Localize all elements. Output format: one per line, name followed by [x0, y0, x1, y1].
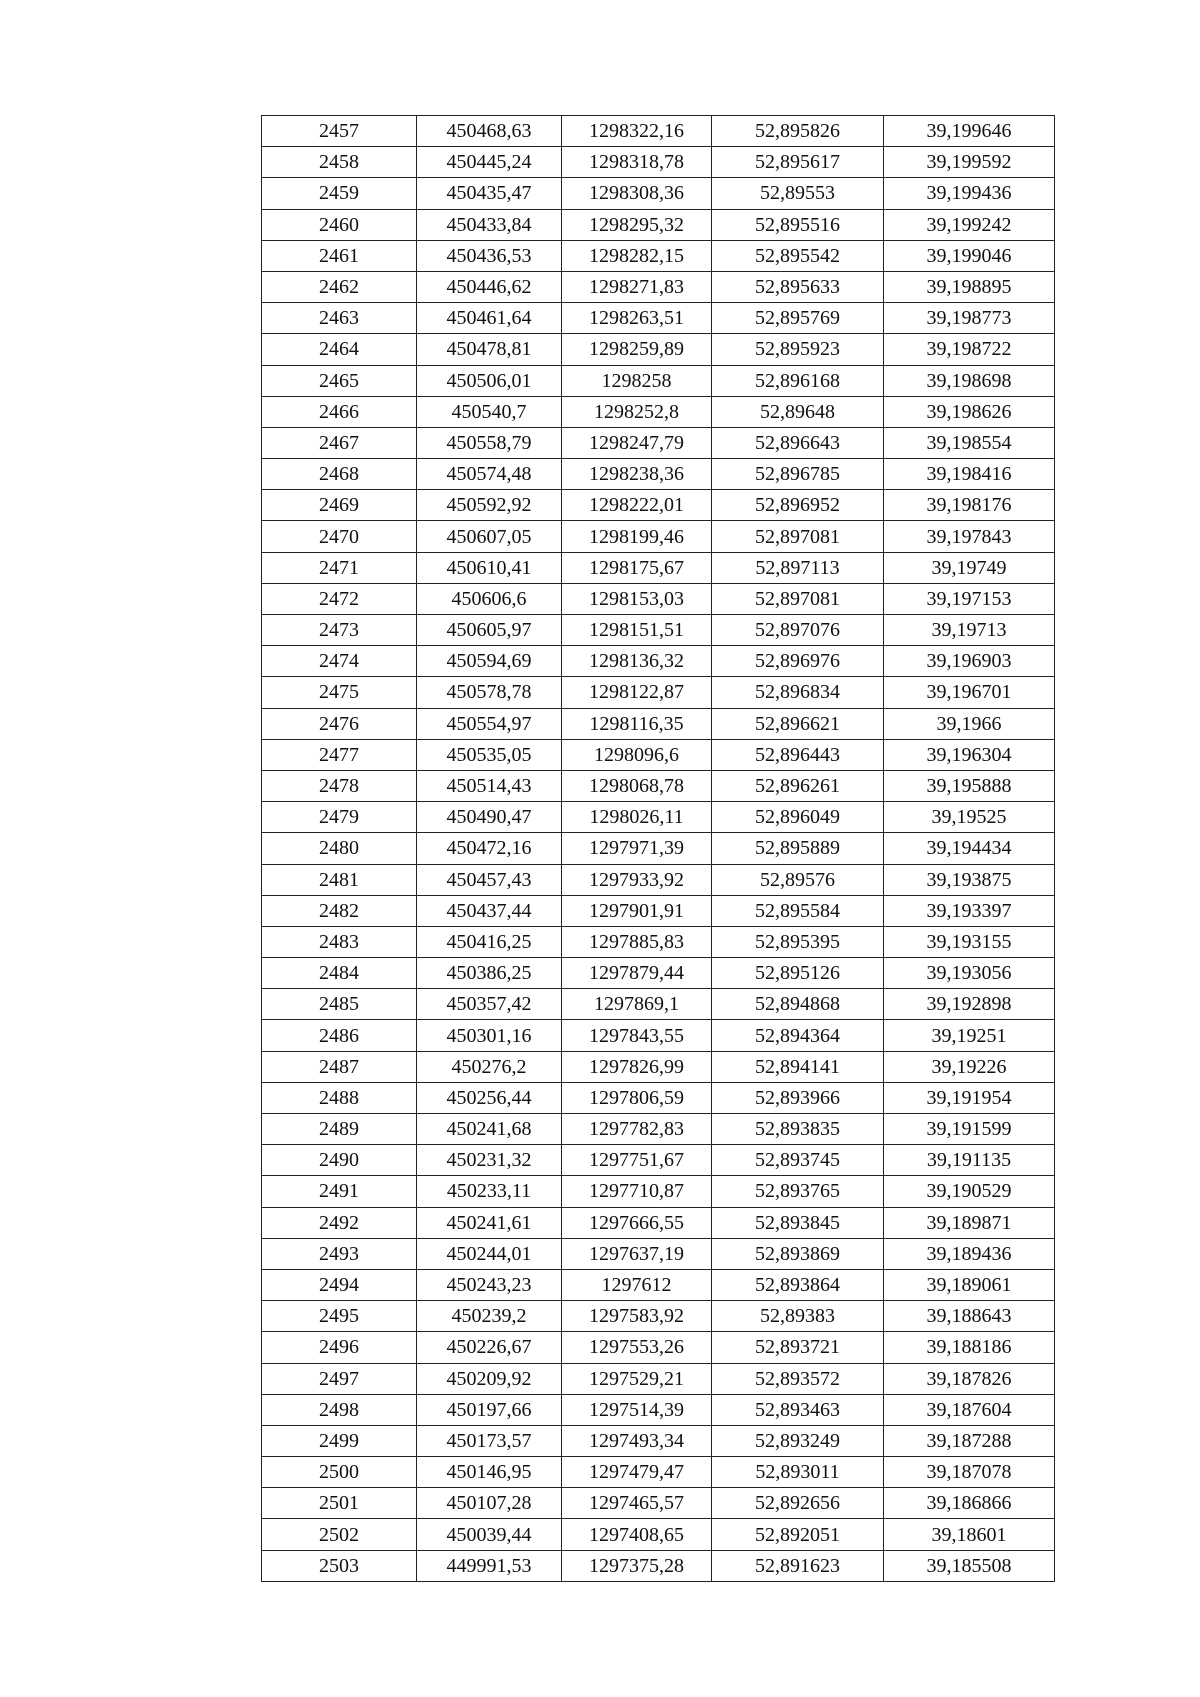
- x-coordinate-cell: 450357,42: [417, 989, 562, 1020]
- longitude-cell: 39,193397: [884, 895, 1055, 926]
- table-row: [262, 895, 1055, 926]
- table-row: [262, 1020, 1055, 1051]
- latitude-cell: 52,894364: [712, 1020, 884, 1051]
- x-coordinate-cell: 450478,81: [417, 334, 562, 365]
- latitude-cell: 52,895617: [712, 147, 884, 178]
- longitude-cell: 39,185508: [884, 1550, 1055, 1581]
- table-row: [262, 677, 1055, 708]
- longitude-cell: 39,196304: [884, 739, 1055, 770]
- x-coordinate-cell: 450437,44: [417, 895, 562, 926]
- x-coordinate-cell: 450606,6: [417, 583, 562, 614]
- table-row: [262, 552, 1055, 583]
- point-number-cell: 2480: [262, 833, 417, 864]
- x-coordinate-cell: 450535,05: [417, 739, 562, 770]
- latitude-cell: 52,896049: [712, 802, 884, 833]
- table-row: [262, 271, 1055, 302]
- y-coordinate-cell: 1297751,67: [562, 1145, 712, 1176]
- y-coordinate-cell: 1298096,6: [562, 739, 712, 770]
- point-number-cell: 2474: [262, 646, 417, 677]
- point-number-cell: 2488: [262, 1082, 417, 1113]
- y-coordinate-cell: 1297408,65: [562, 1519, 712, 1550]
- x-coordinate-cell: 450243,23: [417, 1269, 562, 1300]
- point-number-cell: 2490: [262, 1145, 417, 1176]
- latitude-cell: 52,894141: [712, 1051, 884, 1082]
- latitude-cell: 52,896643: [712, 427, 884, 458]
- x-coordinate-cell: 450256,44: [417, 1082, 562, 1113]
- table-row: [262, 802, 1055, 833]
- table-row: [262, 708, 1055, 739]
- latitude-cell: 52,897113: [712, 552, 884, 583]
- longitude-cell: 39,19251: [884, 1020, 1055, 1051]
- x-coordinate-cell: 450276,2: [417, 1051, 562, 1082]
- latitude-cell: 52,893745: [712, 1145, 884, 1176]
- y-coordinate-cell: 1298308,36: [562, 178, 712, 209]
- longitude-cell: 39,188186: [884, 1332, 1055, 1363]
- table-row: [262, 365, 1055, 396]
- x-coordinate-cell: 450457,43: [417, 864, 562, 895]
- latitude-cell: 52,893765: [712, 1176, 884, 1207]
- latitude-cell: 52,897081: [712, 521, 884, 552]
- table-row: [262, 209, 1055, 240]
- longitude-cell: 39,199436: [884, 178, 1055, 209]
- point-number-cell: 2492: [262, 1207, 417, 1238]
- y-coordinate-cell: 1297806,59: [562, 1082, 712, 1113]
- point-number-cell: 2491: [262, 1176, 417, 1207]
- latitude-cell: 52,895826: [712, 116, 884, 147]
- longitude-cell: 39,197153: [884, 583, 1055, 614]
- latitude-cell: 52,896443: [712, 739, 884, 770]
- x-coordinate-cell: 450107,28: [417, 1488, 562, 1519]
- latitude-cell: 52,891623: [712, 1550, 884, 1581]
- point-number-cell: 2466: [262, 396, 417, 427]
- point-number-cell: 2493: [262, 1238, 417, 1269]
- x-coordinate-cell: 449991,53: [417, 1550, 562, 1581]
- y-coordinate-cell: 1298238,36: [562, 459, 712, 490]
- point-number-cell: 2477: [262, 739, 417, 770]
- latitude-cell: 52,896621: [712, 708, 884, 739]
- x-coordinate-cell: 450594,69: [417, 646, 562, 677]
- coordinates-table-body: [262, 116, 1055, 1582]
- y-coordinate-cell: 1297553,26: [562, 1332, 712, 1363]
- y-coordinate-cell: 1297885,83: [562, 926, 712, 957]
- latitude-cell: 52,892656: [712, 1488, 884, 1519]
- latitude-cell: 52,893864: [712, 1269, 884, 1300]
- point-number-cell: 2479: [262, 802, 417, 833]
- table-row: [262, 1332, 1055, 1363]
- x-coordinate-cell: 450446,62: [417, 271, 562, 302]
- longitude-cell: 39,189871: [884, 1207, 1055, 1238]
- point-number-cell: 2463: [262, 303, 417, 334]
- coordinates-table: [261, 115, 1055, 1582]
- latitude-cell: 52,895584: [712, 895, 884, 926]
- point-number-cell: 2486: [262, 1020, 417, 1051]
- table-row: [262, 1519, 1055, 1550]
- longitude-cell: 39,195888: [884, 770, 1055, 801]
- table-row: [262, 833, 1055, 864]
- latitude-cell: 52,895889: [712, 833, 884, 864]
- y-coordinate-cell: 1297879,44: [562, 958, 712, 989]
- point-number-cell: 2471: [262, 552, 417, 583]
- y-coordinate-cell: 1298122,87: [562, 677, 712, 708]
- x-coordinate-cell: 450540,7: [417, 396, 562, 427]
- table-row: [262, 1550, 1055, 1581]
- table-row: [262, 1394, 1055, 1425]
- table-row: [262, 396, 1055, 427]
- point-number-cell: 2465: [262, 365, 417, 396]
- longitude-cell: 39,187078: [884, 1457, 1055, 1488]
- longitude-cell: 39,196701: [884, 677, 1055, 708]
- point-number-cell: 2489: [262, 1114, 417, 1145]
- point-number-cell: 2478: [262, 770, 417, 801]
- x-coordinate-cell: 450435,47: [417, 178, 562, 209]
- latitude-cell: 52,895633: [712, 271, 884, 302]
- x-coordinate-cell: 450209,92: [417, 1363, 562, 1394]
- longitude-cell: 39,191135: [884, 1145, 1055, 1176]
- table-row: [262, 459, 1055, 490]
- x-coordinate-cell: 450592,92: [417, 490, 562, 521]
- y-coordinate-cell: 1297710,87: [562, 1176, 712, 1207]
- y-coordinate-cell: 1298116,35: [562, 708, 712, 739]
- x-coordinate-cell: 450578,78: [417, 677, 562, 708]
- table-row: [262, 1082, 1055, 1113]
- longitude-cell: 39,198895: [884, 271, 1055, 302]
- x-coordinate-cell: 450416,25: [417, 926, 562, 957]
- longitude-cell: 39,19525: [884, 802, 1055, 833]
- longitude-cell: 39,18601: [884, 1519, 1055, 1550]
- x-coordinate-cell: 450445,24: [417, 147, 562, 178]
- y-coordinate-cell: 1298282,15: [562, 240, 712, 271]
- y-coordinate-cell: 1297843,55: [562, 1020, 712, 1051]
- table-row: [262, 1488, 1055, 1519]
- table-row: [262, 1114, 1055, 1145]
- point-number-cell: 2501: [262, 1488, 417, 1519]
- y-coordinate-cell: 1298175,67: [562, 552, 712, 583]
- longitude-cell: 39,1966: [884, 708, 1055, 739]
- longitude-cell: 39,191599: [884, 1114, 1055, 1145]
- x-coordinate-cell: 450574,48: [417, 459, 562, 490]
- longitude-cell: 39,187604: [884, 1394, 1055, 1425]
- point-number-cell: 2460: [262, 209, 417, 240]
- point-number-cell: 2464: [262, 334, 417, 365]
- x-coordinate-cell: 450610,41: [417, 552, 562, 583]
- x-coordinate-cell: 450514,43: [417, 770, 562, 801]
- table-row: [262, 334, 1055, 365]
- longitude-cell: 39,19713: [884, 615, 1055, 646]
- table-row: [262, 989, 1055, 1020]
- longitude-cell: 39,199592: [884, 147, 1055, 178]
- point-number-cell: 2457: [262, 116, 417, 147]
- latitude-cell: 52,893572: [712, 1363, 884, 1394]
- table-row: [262, 116, 1055, 147]
- longitude-cell: 39,198554: [884, 427, 1055, 458]
- longitude-cell: 39,187288: [884, 1425, 1055, 1456]
- point-number-cell: 2502: [262, 1519, 417, 1550]
- latitude-cell: 52,89576: [712, 864, 884, 895]
- y-coordinate-cell: 1297826,99: [562, 1051, 712, 1082]
- x-coordinate-cell: 450436,53: [417, 240, 562, 271]
- point-number-cell: 2500: [262, 1457, 417, 1488]
- x-coordinate-cell: 450301,16: [417, 1020, 562, 1051]
- point-number-cell: 2485: [262, 989, 417, 1020]
- y-coordinate-cell: 1298151,51: [562, 615, 712, 646]
- y-coordinate-cell: 1297869,1: [562, 989, 712, 1020]
- table-row: [262, 240, 1055, 271]
- longitude-cell: 39,190529: [884, 1176, 1055, 1207]
- latitude-cell: 52,895542: [712, 240, 884, 271]
- y-coordinate-cell: 1297901,91: [562, 895, 712, 926]
- y-coordinate-cell: 1298068,78: [562, 770, 712, 801]
- y-coordinate-cell: 1298322,16: [562, 116, 712, 147]
- x-coordinate-cell: 450506,01: [417, 365, 562, 396]
- x-coordinate-cell: 450472,16: [417, 833, 562, 864]
- latitude-cell: 52,89553: [712, 178, 884, 209]
- x-coordinate-cell: 450605,97: [417, 615, 562, 646]
- table-row: [262, 1269, 1055, 1300]
- x-coordinate-cell: 450231,32: [417, 1145, 562, 1176]
- latitude-cell: 52,893463: [712, 1394, 884, 1425]
- latitude-cell: 52,89648: [712, 396, 884, 427]
- latitude-cell: 52,893249: [712, 1425, 884, 1456]
- x-coordinate-cell: 450146,95: [417, 1457, 562, 1488]
- y-coordinate-cell: 1298247,79: [562, 427, 712, 458]
- latitude-cell: 52,895769: [712, 303, 884, 334]
- y-coordinate-cell: 1298153,03: [562, 583, 712, 614]
- x-coordinate-cell: 450554,97: [417, 708, 562, 739]
- x-coordinate-cell: 450490,47: [417, 802, 562, 833]
- point-number-cell: 2470: [262, 521, 417, 552]
- x-coordinate-cell: 450468,63: [417, 116, 562, 147]
- table-row: [262, 1363, 1055, 1394]
- longitude-cell: 39,196903: [884, 646, 1055, 677]
- longitude-cell: 39,193875: [884, 864, 1055, 895]
- longitude-cell: 39,198416: [884, 459, 1055, 490]
- longitude-cell: 39,187826: [884, 1363, 1055, 1394]
- y-coordinate-cell: 1297465,57: [562, 1488, 712, 1519]
- table-row: [262, 739, 1055, 770]
- longitude-cell: 39,189436: [884, 1238, 1055, 1269]
- table-row: [262, 147, 1055, 178]
- latitude-cell: 52,897076: [712, 615, 884, 646]
- y-coordinate-cell: 1298258: [562, 365, 712, 396]
- longitude-cell: 39,198698: [884, 365, 1055, 396]
- latitude-cell: 52,896168: [712, 365, 884, 396]
- latitude-cell: 52,897081: [712, 583, 884, 614]
- y-coordinate-cell: 1297933,92: [562, 864, 712, 895]
- x-coordinate-cell: 450039,44: [417, 1519, 562, 1550]
- latitude-cell: 52,895516: [712, 209, 884, 240]
- latitude-cell: 52,896834: [712, 677, 884, 708]
- point-number-cell: 2482: [262, 895, 417, 926]
- table-row: [262, 583, 1055, 614]
- x-coordinate-cell: 450241,68: [417, 1114, 562, 1145]
- longitude-cell: 39,19749: [884, 552, 1055, 583]
- latitude-cell: 52,894868: [712, 989, 884, 1020]
- y-coordinate-cell: 1298136,32: [562, 646, 712, 677]
- table-row: [262, 521, 1055, 552]
- latitude-cell: 52,896976: [712, 646, 884, 677]
- point-number-cell: 2476: [262, 708, 417, 739]
- x-coordinate-cell: 450239,2: [417, 1301, 562, 1332]
- point-number-cell: 2468: [262, 459, 417, 490]
- y-coordinate-cell: 1297583,92: [562, 1301, 712, 1332]
- y-coordinate-cell: 1297479,47: [562, 1457, 712, 1488]
- x-coordinate-cell: 450244,01: [417, 1238, 562, 1269]
- point-number-cell: 2483: [262, 926, 417, 957]
- point-number-cell: 2494: [262, 1269, 417, 1300]
- x-coordinate-cell: 450558,79: [417, 427, 562, 458]
- y-coordinate-cell: 1298318,78: [562, 147, 712, 178]
- x-coordinate-cell: 450461,64: [417, 303, 562, 334]
- longitude-cell: 39,199046: [884, 240, 1055, 271]
- y-coordinate-cell: 1298271,83: [562, 271, 712, 302]
- longitude-cell: 39,198626: [884, 396, 1055, 427]
- point-number-cell: 2497: [262, 1363, 417, 1394]
- y-coordinate-cell: 1297782,83: [562, 1114, 712, 1145]
- y-coordinate-cell: 1298259,89: [562, 334, 712, 365]
- point-number-cell: 2496: [262, 1332, 417, 1363]
- latitude-cell: 52,896952: [712, 490, 884, 521]
- y-coordinate-cell: 1298222,01: [562, 490, 712, 521]
- latitude-cell: 52,896261: [712, 770, 884, 801]
- longitude-cell: 39,191954: [884, 1082, 1055, 1113]
- x-coordinate-cell: 450226,67: [417, 1332, 562, 1363]
- point-number-cell: 2458: [262, 147, 417, 178]
- point-number-cell: 2467: [262, 427, 417, 458]
- latitude-cell: 52,893721: [712, 1332, 884, 1363]
- y-coordinate-cell: 1298026,11: [562, 802, 712, 833]
- longitude-cell: 39,19226: [884, 1051, 1055, 1082]
- table-row: [262, 958, 1055, 989]
- point-number-cell: 2472: [262, 583, 417, 614]
- longitude-cell: 39,193155: [884, 926, 1055, 957]
- y-coordinate-cell: 1297514,39: [562, 1394, 712, 1425]
- point-number-cell: 2498: [262, 1394, 417, 1425]
- y-coordinate-cell: 1298295,32: [562, 209, 712, 240]
- y-coordinate-cell: 1297637,19: [562, 1238, 712, 1269]
- latitude-cell: 52,893835: [712, 1114, 884, 1145]
- y-coordinate-cell: 1297612: [562, 1269, 712, 1300]
- y-coordinate-cell: 1297493,34: [562, 1425, 712, 1456]
- longitude-cell: 39,194434: [884, 833, 1055, 864]
- y-coordinate-cell: 1297529,21: [562, 1363, 712, 1394]
- point-number-cell: 2459: [262, 178, 417, 209]
- x-coordinate-cell: 450433,84: [417, 209, 562, 240]
- table-row: [262, 490, 1055, 521]
- table-row: [262, 1425, 1055, 1456]
- latitude-cell: 52,892051: [712, 1519, 884, 1550]
- point-number-cell: 2462: [262, 271, 417, 302]
- table-row: [262, 864, 1055, 895]
- table-row: [262, 1207, 1055, 1238]
- y-coordinate-cell: 1298199,46: [562, 521, 712, 552]
- longitude-cell: 39,198722: [884, 334, 1055, 365]
- point-number-cell: 2495: [262, 1301, 417, 1332]
- table-row: [262, 615, 1055, 646]
- longitude-cell: 39,189061: [884, 1269, 1055, 1300]
- latitude-cell: 52,895395: [712, 926, 884, 957]
- table-row: [262, 303, 1055, 334]
- x-coordinate-cell: 450197,66: [417, 1394, 562, 1425]
- table-row: [262, 646, 1055, 677]
- table-row: [262, 1051, 1055, 1082]
- point-number-cell: 2481: [262, 864, 417, 895]
- longitude-cell: 39,199646: [884, 116, 1055, 147]
- x-coordinate-cell: 450173,57: [417, 1425, 562, 1456]
- latitude-cell: 52,893869: [712, 1238, 884, 1269]
- point-number-cell: 2473: [262, 615, 417, 646]
- y-coordinate-cell: 1297666,55: [562, 1207, 712, 1238]
- y-coordinate-cell: 1297375,28: [562, 1550, 712, 1581]
- x-coordinate-cell: 450607,05: [417, 521, 562, 552]
- latitude-cell: 52,893011: [712, 1457, 884, 1488]
- latitude-cell: 52,896785: [712, 459, 884, 490]
- table-row: [262, 427, 1055, 458]
- latitude-cell: 52,895923: [712, 334, 884, 365]
- point-number-cell: 2503: [262, 1550, 417, 1581]
- y-coordinate-cell: 1298263,51: [562, 303, 712, 334]
- longitude-cell: 39,193056: [884, 958, 1055, 989]
- table-row: [262, 1301, 1055, 1332]
- longitude-cell: 39,188643: [884, 1301, 1055, 1332]
- latitude-cell: 52,893845: [712, 1207, 884, 1238]
- latitude-cell: 52,89383: [712, 1301, 884, 1332]
- longitude-cell: 39,199242: [884, 209, 1055, 240]
- longitude-cell: 39,192898: [884, 989, 1055, 1020]
- x-coordinate-cell: 450241,61: [417, 1207, 562, 1238]
- longitude-cell: 39,197843: [884, 521, 1055, 552]
- y-coordinate-cell: 1297971,39: [562, 833, 712, 864]
- longitude-cell: 39,186866: [884, 1488, 1055, 1519]
- table-row: [262, 1145, 1055, 1176]
- table-row: [262, 926, 1055, 957]
- point-number-cell: 2484: [262, 958, 417, 989]
- point-number-cell: 2475: [262, 677, 417, 708]
- table-row: [262, 1457, 1055, 1488]
- table-row: [262, 1176, 1055, 1207]
- x-coordinate-cell: 450386,25: [417, 958, 562, 989]
- longitude-cell: 39,198176: [884, 490, 1055, 521]
- point-number-cell: 2499: [262, 1425, 417, 1456]
- table-row: [262, 770, 1055, 801]
- latitude-cell: 52,893966: [712, 1082, 884, 1113]
- table-row: [262, 1238, 1055, 1269]
- latitude-cell: 52,895126: [712, 958, 884, 989]
- point-number-cell: 2461: [262, 240, 417, 271]
- point-number-cell: 2469: [262, 490, 417, 521]
- table-row: [262, 178, 1055, 209]
- longitude-cell: 39,198773: [884, 303, 1055, 334]
- point-number-cell: 2487: [262, 1051, 417, 1082]
- x-coordinate-cell: 450233,11: [417, 1176, 562, 1207]
- y-coordinate-cell: 1298252,8: [562, 396, 712, 427]
